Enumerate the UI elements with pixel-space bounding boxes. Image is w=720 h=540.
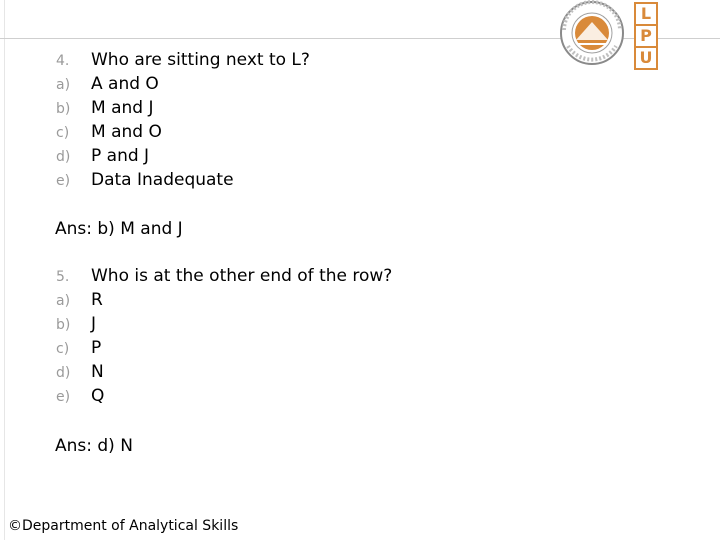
option-letter: c) (56, 341, 70, 357)
option-row (0, 98, 600, 122)
option-row (0, 338, 600, 362)
answer-5: Ans: d) N (55, 436, 133, 456)
option-row (0, 170, 600, 194)
footer-copyright: ©Department of Analytical Skills (8, 518, 239, 534)
option-text: P and J (91, 146, 150, 166)
logo-letter-l: L (634, 2, 658, 26)
option-row (0, 290, 600, 314)
option-letter: d) (56, 149, 71, 165)
option-letter: c) (56, 125, 70, 141)
option-text: Q (91, 386, 105, 406)
logo-letter-u: U (634, 46, 658, 70)
option-row (0, 146, 600, 170)
option-row (0, 314, 600, 338)
option-text: M and J (91, 98, 154, 118)
option-text: N (91, 362, 104, 382)
option-text: P (91, 338, 102, 358)
option-letter: e) (56, 389, 71, 405)
option-letter: a) (56, 293, 71, 309)
option-letter: a) (56, 77, 71, 93)
option-text: A and O (91, 74, 159, 94)
option-text: R (91, 290, 103, 310)
option-row (0, 74, 600, 98)
question-row (0, 50, 600, 74)
answer-4: Ans: b) M and J (55, 219, 183, 239)
question-number: 5. (56, 269, 70, 285)
question-row (0, 266, 600, 290)
option-row (0, 386, 600, 410)
option-text: J (91, 314, 97, 334)
question-4-block (0, 50, 600, 194)
option-letter: b) (56, 317, 71, 333)
option-text: Data Inadequate (91, 170, 234, 190)
question-number: 4. (56, 53, 70, 69)
option-row (0, 362, 600, 386)
question-text: Who is at the other end of the row? (91, 266, 393, 286)
option-letter: e) (56, 173, 71, 189)
option-letter: d) (56, 365, 71, 381)
logo-letter-p: P (634, 24, 658, 48)
option-text: M and O (91, 122, 162, 142)
question-5-block (0, 266, 600, 410)
question-text: Who are sitting next to L? (91, 50, 310, 70)
option-row (0, 122, 600, 146)
option-letter: b) (56, 101, 71, 117)
